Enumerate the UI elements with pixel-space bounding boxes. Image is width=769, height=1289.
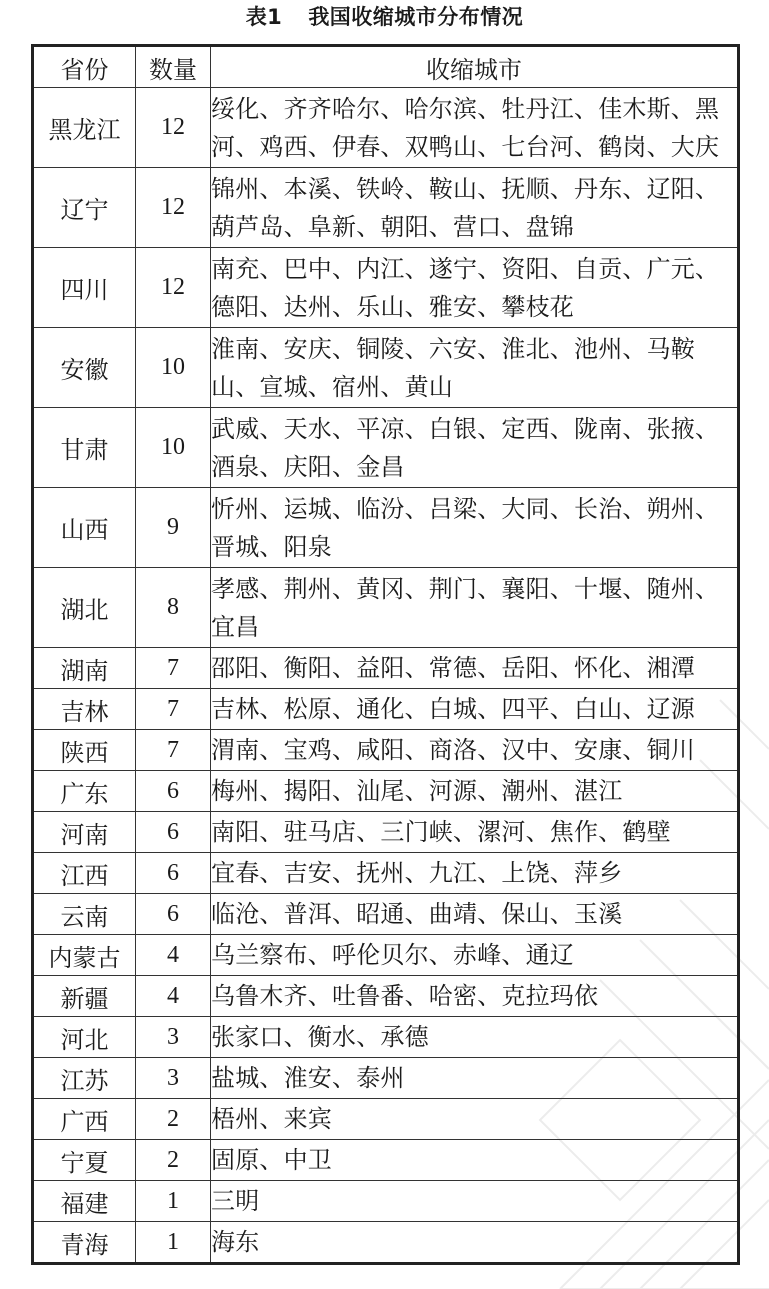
province-cell: 福建 — [33, 1181, 136, 1222]
cities-cell: 锦州、本溪、铁岭、鞍山、抚顺、丹东、辽阳、葫芦岛、阜新、朝阳、营口、盘锦 — [211, 168, 739, 248]
count-cell: 8 — [136, 568, 211, 648]
province-cell: 湖南 — [33, 648, 136, 689]
province-cell: 山西 — [33, 488, 136, 568]
count-cell: 9 — [136, 488, 211, 568]
province-cell: 黑龙江 — [33, 88, 136, 168]
count-cell: 6 — [136, 812, 211, 853]
cities-cell: 邵阳、衡阳、益阳、常德、岳阳、怀化、湘潭 — [211, 648, 739, 689]
cities-cell: 乌兰察布、呼伦贝尔、赤峰、通辽 — [211, 935, 739, 976]
table-row — [33, 853, 739, 894]
count-cell: 6 — [136, 853, 211, 894]
table-row — [33, 1099, 739, 1140]
count-cell: 10 — [136, 328, 211, 408]
province-cell: 甘肃 — [33, 408, 136, 488]
cities-cell: 梅州、揭阳、汕尾、河源、潮州、湛江 — [211, 771, 739, 812]
cities-cell: 孝感、荆州、黄冈、荆门、襄阳、十堰、随州、宜昌 — [211, 568, 739, 648]
cities-cell: 忻州、运城、临汾、吕梁、大同、长治、朔州、晋城、阳泉 — [211, 488, 739, 568]
cities-cell: 固原、中卫 — [211, 1140, 739, 1181]
count-cell: 12 — [136, 248, 211, 328]
table-row — [33, 248, 739, 328]
province-cell: 江西 — [33, 853, 136, 894]
count-cell: 3 — [136, 1058, 211, 1099]
header-count: 数量 — [136, 46, 211, 88]
count-cell: 7 — [136, 648, 211, 689]
count-cell: 7 — [136, 689, 211, 730]
province-cell: 河北 — [33, 1017, 136, 1058]
cities-cell: 渭南、宝鸡、咸阳、商洛、汉中、安康、铜川 — [211, 730, 739, 771]
table-row — [33, 328, 739, 408]
cities-cell: 三明 — [211, 1181, 739, 1222]
table-number: 表1 — [245, 5, 283, 29]
table-row — [33, 568, 739, 648]
table-row — [33, 1181, 739, 1222]
province-cell: 青海 — [33, 1222, 136, 1264]
table-row — [33, 1140, 739, 1181]
cities-cell: 临沧、普洱、昭通、曲靖、保山、玉溪 — [211, 894, 739, 935]
count-cell: 12 — [136, 88, 211, 168]
table-row — [33, 488, 739, 568]
header-province: 省份 — [33, 46, 136, 88]
cities-cell: 武威、天水、平凉、白银、定西、陇南、张掖、酒泉、庆阳、金昌 — [211, 408, 739, 488]
province-cell: 新疆 — [33, 976, 136, 1017]
province-cell: 广东 — [33, 771, 136, 812]
count-cell: 6 — [136, 894, 211, 935]
table-row — [33, 976, 739, 1017]
count-cell: 4 — [136, 935, 211, 976]
count-cell: 2 — [136, 1099, 211, 1140]
province-cell: 四川 — [33, 248, 136, 328]
table-row — [33, 1017, 739, 1058]
province-cell: 吉林 — [33, 689, 136, 730]
shrinking-cities-table — [31, 44, 740, 1265]
table-row — [33, 408, 739, 488]
count-cell: 6 — [136, 771, 211, 812]
cities-cell: 宜春、吉安、抚州、九江、上饶、萍乡 — [211, 853, 739, 894]
count-cell: 1 — [136, 1222, 211, 1264]
count-cell: 10 — [136, 408, 211, 488]
province-cell: 辽宁 — [33, 168, 136, 248]
count-cell: 7 — [136, 730, 211, 771]
table-row — [33, 1222, 739, 1264]
table-row — [33, 689, 739, 730]
cities-cell: 乌鲁木齐、吐鲁番、哈密、克拉玛依 — [211, 976, 739, 1017]
cities-cell: 张家口、衡水、承德 — [211, 1017, 739, 1058]
table-row — [33, 88, 739, 168]
province-cell: 湖北 — [33, 568, 136, 648]
count-cell: 4 — [136, 976, 211, 1017]
table-row — [33, 730, 739, 771]
table-row — [33, 894, 739, 935]
table-row — [33, 1058, 739, 1099]
header-cities: 收缩城市 — [211, 46, 739, 88]
cities-cell: 吉林、松原、通化、白城、四平、白山、辽源 — [211, 689, 739, 730]
table-row — [33, 812, 739, 853]
count-cell: 3 — [136, 1017, 211, 1058]
province-cell: 广西 — [33, 1099, 136, 1140]
cities-cell: 梧州、来宾 — [211, 1099, 739, 1140]
cities-cell: 南阳、驻马店、三门峡、漯河、焦作、鹤壁 — [211, 812, 739, 853]
cities-cell: 海东 — [211, 1222, 739, 1264]
header-row — [33, 46, 739, 88]
province-cell: 宁夏 — [33, 1140, 136, 1181]
count-cell: 1 — [136, 1181, 211, 1222]
province-cell: 安徽 — [33, 328, 136, 408]
cities-cell: 绥化、齐齐哈尔、哈尔滨、牡丹江、佳木斯、黑河、鸡西、伊春、双鸭山、七台河、鹤岗、大庆 — [211, 88, 739, 168]
table-title — [0, 2, 769, 32]
table-row — [33, 168, 739, 248]
count-cell: 12 — [136, 168, 211, 248]
cities-cell: 淮南、安庆、铜陵、六安、淮北、池州、马鞍山、宣城、宿州、黄山 — [211, 328, 739, 408]
table-title-text: 我国收缩城市分布情况 — [308, 5, 524, 29]
table-row — [33, 935, 739, 976]
province-cell: 江苏 — [33, 1058, 136, 1099]
province-cell: 内蒙古 — [33, 935, 136, 976]
count-cell: 2 — [136, 1140, 211, 1181]
province-cell: 陕西 — [33, 730, 136, 771]
province-cell: 河南 — [33, 812, 136, 853]
cities-cell: 南充、巴中、内江、遂宁、资阳、自贡、广元、德阳、达州、乐山、雅安、攀枝花 — [211, 248, 739, 328]
table-row — [33, 648, 739, 689]
province-cell: 云南 — [33, 894, 136, 935]
cities-cell: 盐城、淮安、泰州 — [211, 1058, 739, 1099]
table-row — [33, 771, 739, 812]
